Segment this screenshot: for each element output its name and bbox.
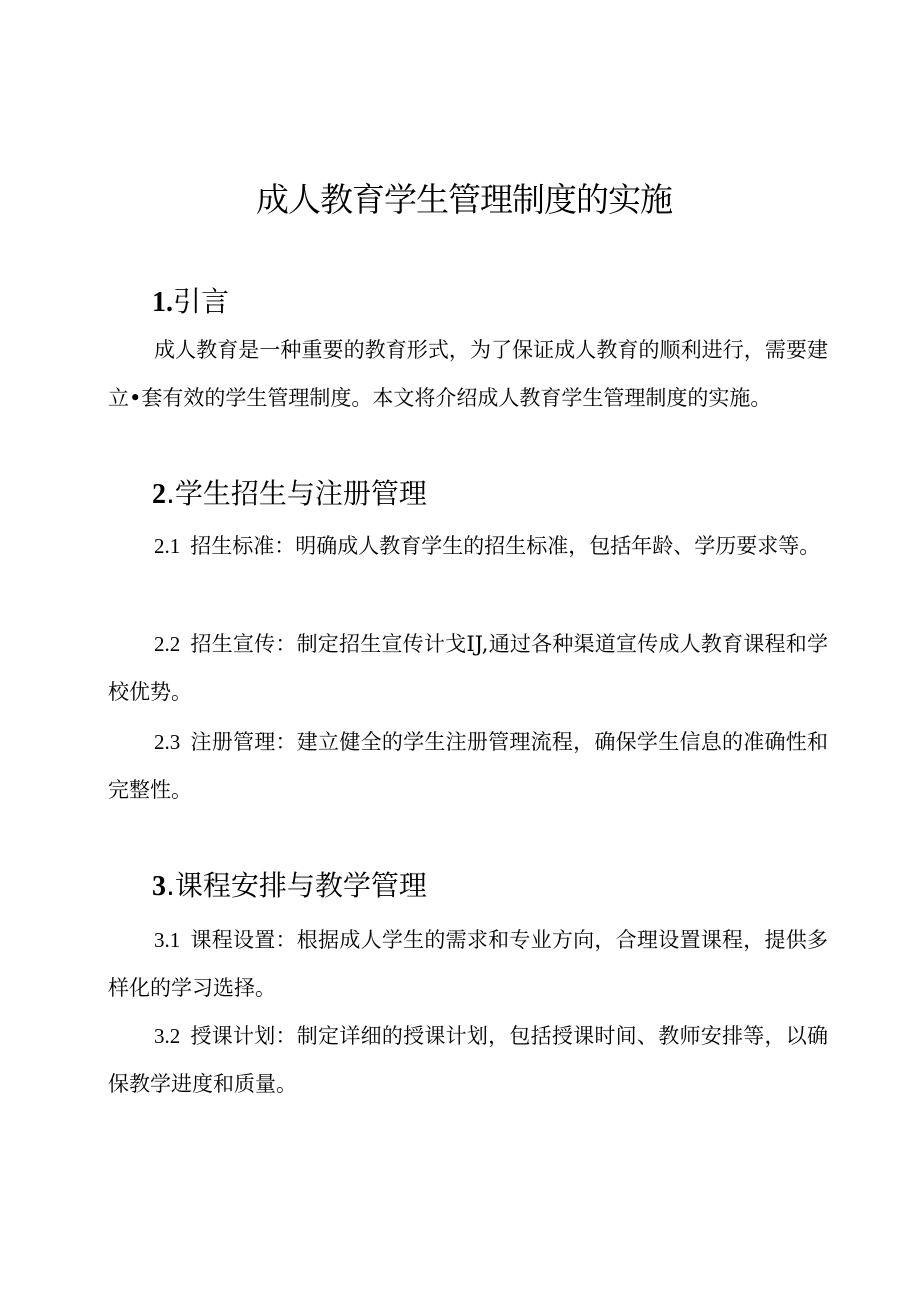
document-title: 成人教育学生管理制度的实施 bbox=[256, 180, 672, 219]
section-number: 3 bbox=[152, 871, 166, 902]
paragraph bbox=[108, 326, 828, 422]
paragraph-text: 成人教育是一种重要的教育形式，为了保证成人教育的顺利进行，需要建立•套有效的学生管理制度。本文将介绍成人教育学生管理制度的实施。 bbox=[108, 338, 828, 410]
section-title: .学生招生与注册管理 bbox=[166, 477, 427, 510]
paragraph-number: 2.1 bbox=[154, 534, 181, 558]
paragraph-text: 注册管理：建立健全的学生注册管理流程，确保学生信息的准确性和完整性。 bbox=[108, 730, 828, 802]
paragraph bbox=[108, 522, 828, 570]
section-title: 引言 bbox=[173, 285, 230, 318]
paragraph-number: 3.2 bbox=[154, 1024, 181, 1048]
paragraph-text: 招生标准：明确成人教育学生的招生标准，包括年龄、学历要求等。 bbox=[190, 534, 821, 558]
section-heading-enrollment bbox=[152, 474, 427, 515]
paragraph bbox=[108, 1012, 828, 1108]
section-title: .课程安排与教学管理 bbox=[166, 869, 427, 902]
paragraph bbox=[108, 916, 828, 1012]
paragraph-number: 2.3 bbox=[154, 730, 181, 754]
paragraph-text: 课程设置：根据成人学生的需求和专业方向，合理设置课程，提供多样化的学习选择。 bbox=[108, 928, 828, 1000]
paragraph-text: 招生宣传：制定招生宣传计戈IJ,通过各种渠道宣传成人教育课程和学校优势。 bbox=[108, 632, 828, 704]
section-heading-introduction bbox=[152, 282, 229, 323]
paragraph bbox=[108, 620, 828, 716]
paragraph-number: 2.2 bbox=[154, 632, 181, 656]
section-heading-curriculum bbox=[152, 866, 427, 907]
paragraph-number: 3.1 bbox=[154, 928, 181, 952]
section-number: 2 bbox=[152, 479, 166, 510]
section-number: 1. bbox=[152, 287, 173, 318]
paragraph-text: 授课计划：制定详细的授课计划，包括授课时间、教师安排等，以确保教学进度和质量。 bbox=[108, 1024, 828, 1096]
paragraph bbox=[108, 718, 828, 814]
